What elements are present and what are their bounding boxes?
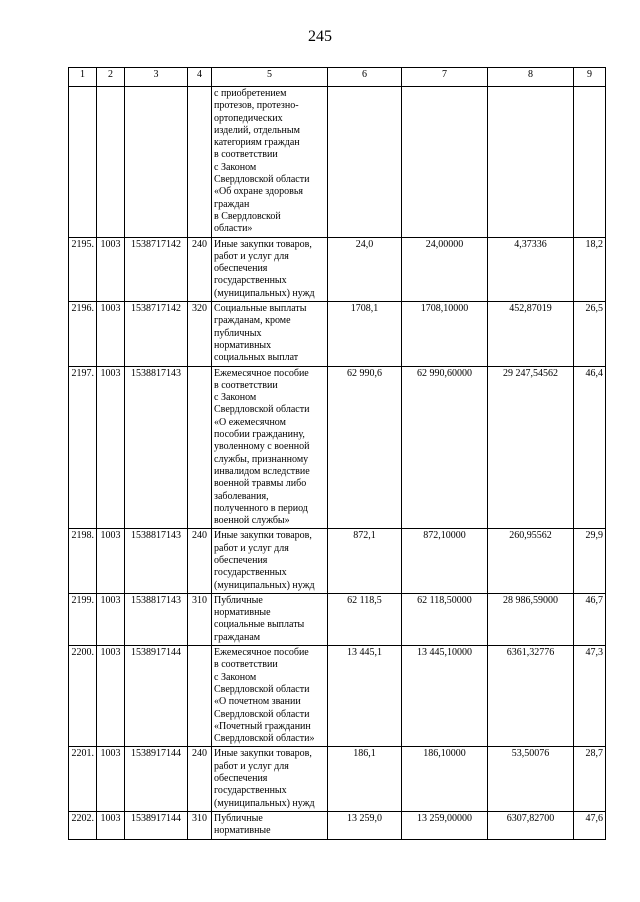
cell-text-line: (муниципальных) нужд xyxy=(214,579,315,591)
cell-col-9: 47,6 xyxy=(574,811,606,839)
column-header-7: 7 xyxy=(402,68,488,87)
cell-col-5 xyxy=(212,646,328,747)
cell-text-line: обеспечения xyxy=(214,554,268,566)
cell-text-line: государственных xyxy=(214,567,287,579)
cell-text-line: в соответствии xyxy=(214,379,278,391)
cell-text-line: Публичные xyxy=(214,812,263,824)
cell-text-line: службы, признанному xyxy=(214,453,309,465)
cell-col-3: 1538717142 xyxy=(125,237,188,301)
cell-col-2: 1003 xyxy=(97,646,125,747)
cell-text-line: в соответствии xyxy=(214,659,278,671)
table-row xyxy=(69,811,606,839)
cell-text-line: публичных xyxy=(214,327,262,339)
cell-text-line: Свердловской области xyxy=(214,404,310,416)
cell-col-5 xyxy=(212,366,328,529)
header-row xyxy=(69,68,606,87)
cell-text-line: обеспечения xyxy=(214,773,268,785)
cell-col-6: 13 445,1 xyxy=(328,646,402,747)
cell-text-line: в Свердловской xyxy=(214,210,281,222)
table-row xyxy=(69,302,606,366)
cell-text-line: государственных xyxy=(214,275,287,287)
cell-col-9: 47,3 xyxy=(574,646,606,747)
cell-text-line: категориям граждан xyxy=(214,137,300,149)
cell-col-2: 1003 xyxy=(97,529,125,593)
cell-text-line: Публичные xyxy=(214,594,263,606)
cell-col-2: 1003 xyxy=(97,237,125,301)
page-number: 245 xyxy=(308,28,332,45)
cell-text-line: с Законом xyxy=(214,671,257,683)
cell-col-7: 62 990,60000 xyxy=(402,366,488,529)
cell-text-line: области» xyxy=(214,223,253,235)
cell-text-line: полученного в период xyxy=(214,502,308,514)
cell-text-line: «Об охране здоровья xyxy=(214,186,304,198)
table-body xyxy=(69,87,606,840)
cell-col-7: 13 259,00000 xyxy=(402,811,488,839)
cell-text-line: Социальные выплаты xyxy=(214,303,307,315)
cell-col-4: 240 xyxy=(188,747,212,811)
cell-col-6: 62 118,5 xyxy=(328,593,402,645)
cell-text-line: граждан xyxy=(214,198,250,210)
cell-text-line: «О ежемесячном xyxy=(214,416,286,428)
cell-text-line: гражданам xyxy=(214,631,261,643)
cell-col-8: 6307,82700 xyxy=(488,811,574,839)
cell-text-line: Иные закупки товаров, xyxy=(214,530,312,542)
cell-text-line: социальных выплат xyxy=(214,352,299,364)
cell-col-4: 310 xyxy=(188,811,212,839)
cell-text-line: «О почетном звании xyxy=(214,696,301,708)
cell-col-1: 2200. xyxy=(69,646,97,747)
cell-col-6: 62 990,6 xyxy=(328,366,402,529)
cell-col-6: 13 259,0 xyxy=(328,811,402,839)
cell-col-4 xyxy=(188,366,212,529)
cell-col-4: 240 xyxy=(188,529,212,593)
cell-col-8: 452,87019 xyxy=(488,302,574,366)
cell-col-7: 872,10000 xyxy=(402,529,488,593)
cell-col-6 xyxy=(328,87,402,238)
cell-text-line: с Законом xyxy=(214,392,257,404)
cell-text-line: нормативные xyxy=(214,825,271,837)
cell-col-4: 310 xyxy=(188,593,212,645)
cell-col-9: 28,7 xyxy=(574,747,606,811)
cell-text-line: работ и услуг для xyxy=(214,542,289,554)
table-row xyxy=(69,529,606,593)
cell-col-5 xyxy=(212,237,328,301)
cell-col-6: 186,1 xyxy=(328,747,402,811)
cell-text-line: военной травмы либо xyxy=(214,478,307,490)
cell-col-5 xyxy=(212,87,328,238)
cell-text-line: нормативные xyxy=(214,607,271,619)
cell-col-2: 1003 xyxy=(97,366,125,529)
cell-col-4: 320 xyxy=(188,302,212,366)
cell-col-9: 26,5 xyxy=(574,302,606,366)
cell-col-1: 2195. xyxy=(69,237,97,301)
cell-col-3: 1538817143 xyxy=(125,529,188,593)
cell-text-line: Свердловской области xyxy=(214,683,310,695)
cell-col-4 xyxy=(188,87,212,238)
budget-table xyxy=(68,67,606,840)
cell-text-line: Свердловской области xyxy=(214,174,310,186)
cell-text-line: Ежемесячное пособие xyxy=(214,367,309,379)
cell-col-2: 1003 xyxy=(97,302,125,366)
cell-col-7: 13 445,10000 xyxy=(402,646,488,747)
cell-col-7: 62 118,50000 xyxy=(402,593,488,645)
cell-text-line: Свердловской области xyxy=(214,708,310,720)
table-row xyxy=(69,87,606,238)
cell-col-7: 1708,10000 xyxy=(402,302,488,366)
cell-text-line: Свердловской области» xyxy=(214,733,315,745)
cell-col-1 xyxy=(69,87,97,238)
cell-col-8: 28 986,59000 xyxy=(488,593,574,645)
cell-text-line: Иные закупки товаров, xyxy=(214,238,312,250)
cell-col-2 xyxy=(97,87,125,238)
cell-text-line: заболевания, xyxy=(214,490,269,502)
cell-text-line: изделий, отдельным xyxy=(214,124,300,136)
cell-col-9: 46,7 xyxy=(574,593,606,645)
column-header-6: 6 xyxy=(328,68,402,87)
table-row xyxy=(69,237,606,301)
cell-col-1: 2196. xyxy=(69,302,97,366)
cell-text-line: инвалидом вследствие xyxy=(214,465,310,477)
cell-col-5 xyxy=(212,811,328,839)
cell-text-line: с приобретением xyxy=(214,88,287,99)
cell-text-line: Ежемесячное пособие xyxy=(214,647,309,659)
column-header-8: 8 xyxy=(488,68,574,87)
cell-col-8: 260,95562 xyxy=(488,529,574,593)
table-row xyxy=(69,747,606,811)
cell-col-1: 2198. xyxy=(69,529,97,593)
cell-col-3 xyxy=(125,87,188,238)
cell-col-3: 1538917144 xyxy=(125,811,188,839)
cell-col-4 xyxy=(188,646,212,747)
cell-text-line: социальные выплаты xyxy=(214,619,305,631)
cell-col-6: 1708,1 xyxy=(328,302,402,366)
cell-text-line: гражданам, кроме xyxy=(214,315,291,327)
column-header-3: 3 xyxy=(125,68,188,87)
cell-text-line: работ и услуг для xyxy=(214,250,289,262)
cell-text-line: нормативных xyxy=(214,339,272,351)
table-row xyxy=(69,366,606,529)
cell-text-line: с Законом xyxy=(214,161,257,173)
table-row xyxy=(69,646,606,747)
cell-col-5 xyxy=(212,747,328,811)
cell-col-1: 2201. xyxy=(69,747,97,811)
cell-text-line: ортопедических xyxy=(214,112,283,124)
cell-text-line: работ и услуг для xyxy=(214,760,289,772)
cell-col-9: 18,2 xyxy=(574,237,606,301)
cell-col-9: 29,9 xyxy=(574,529,606,593)
cell-col-2: 1003 xyxy=(97,811,125,839)
cell-text-line: «Почетный гражданин xyxy=(214,720,311,732)
column-header-2: 2 xyxy=(97,68,125,87)
cell-col-3: 1538817143 xyxy=(125,366,188,529)
cell-col-7: 24,00000 xyxy=(402,237,488,301)
cell-col-6: 872,1 xyxy=(328,529,402,593)
cell-col-4: 240 xyxy=(188,237,212,301)
cell-text-line: (муниципальных) нужд xyxy=(214,287,315,299)
cell-text-line: в соответствии xyxy=(214,149,278,161)
cell-text-line: военной службы» xyxy=(214,515,290,527)
cell-text-line: протезов, протезно- xyxy=(214,100,299,112)
cell-col-5 xyxy=(212,593,328,645)
cell-col-7 xyxy=(402,87,488,238)
cell-col-2: 1003 xyxy=(97,747,125,811)
cell-col-8 xyxy=(488,87,574,238)
column-header-4: 4 xyxy=(188,68,212,87)
cell-col-9 xyxy=(574,87,606,238)
column-header-5: 5 xyxy=(212,68,328,87)
cell-col-8: 53,50076 xyxy=(488,747,574,811)
cell-col-8: 29 247,54562 xyxy=(488,366,574,529)
table-row xyxy=(69,593,606,645)
cell-col-3: 1538717142 xyxy=(125,302,188,366)
column-header-1: 1 xyxy=(69,68,97,87)
cell-col-8: 4,37336 xyxy=(488,237,574,301)
cell-col-5 xyxy=(212,529,328,593)
column-header-9: 9 xyxy=(574,68,606,87)
cell-col-1: 2199. xyxy=(69,593,97,645)
cell-col-1: 2197. xyxy=(69,366,97,529)
cell-col-7: 186,10000 xyxy=(402,747,488,811)
cell-col-9: 46,4 xyxy=(574,366,606,529)
cell-col-3: 1538917144 xyxy=(125,747,188,811)
cell-text-line: уволенному с военной xyxy=(214,441,310,453)
cell-col-1: 2202. xyxy=(69,811,97,839)
cell-col-6: 24,0 xyxy=(328,237,402,301)
cell-text-line: пособии гражданину, xyxy=(214,429,305,441)
cell-text-line: (муниципальных) нужд xyxy=(214,797,315,809)
cell-text-line: обеспечения xyxy=(214,263,268,275)
cell-col-5 xyxy=(212,302,328,366)
cell-text-line: государственных xyxy=(214,785,287,797)
cell-col-3: 1538817143 xyxy=(125,593,188,645)
cell-col-8: 6361,32776 xyxy=(488,646,574,747)
cell-col-2: 1003 xyxy=(97,593,125,645)
cell-col-3: 1538917144 xyxy=(125,646,188,747)
cell-text-line: Иные закупки товаров, xyxy=(214,748,312,760)
